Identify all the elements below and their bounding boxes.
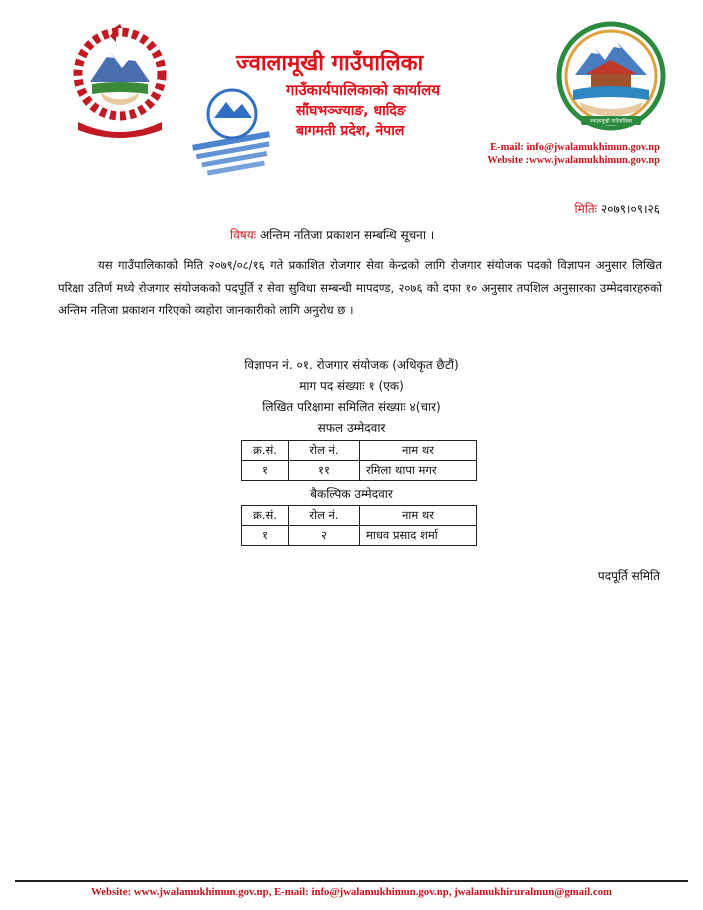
footer-contact: Website: www.jwalamukhimun.gov.np, E-mail: info@jwalamukhimun.gov.np, jwalamukhiruralmun@gmail.com [90, 886, 613, 898]
header-email[interactable]: E-mail: info@jwalamukhimun.gov.np [490, 142, 660, 153]
serial-cell: १ [242, 461, 289, 481]
municipal-seal-stamp [186, 80, 278, 180]
subject-text: अन्तिम नतिजा प्रकाशन सम्बन्धि सूचना । [259, 228, 435, 242]
advertisement-line: विज्ञापन नं. ०१. रोजगार संयोजक (अधिकृत छैटौं) [244, 358, 459, 372]
table-row [242, 461, 477, 481]
committee-signature: पदपूर्ति समिति [597, 569, 660, 583]
nepal-emblem-logo [70, 22, 170, 142]
alternate-candidates-table [241, 505, 477, 546]
date-value: २०७९।०९।२६ [600, 202, 660, 216]
exam-count-line: लिखित परिक्षामा समिलित संख्याः ४(चार) [262, 400, 441, 414]
serial-cell: १ [242, 526, 289, 546]
name-cell: रमिला थापा मगर [360, 461, 477, 481]
roll-cell: २ [289, 526, 360, 546]
emblem-ribbon-text: ज्वालामूखी गाउँपालिका [96, 126, 144, 132]
demand-line: माग पद संख्याः १ (एक) [299, 379, 404, 393]
logo-ribbon-text: ज्वालामूखी गाउँपालिका [589, 118, 633, 125]
notice-body: यस गाउँपालिकाको मिति २०७९/०८/१६ गते प्रकाशित रोजगार सेवा केन्द्रको लागि रोजगार संयोजक पदको विज्ञापन अनुसार लिखित परिक्षा उतिर्ण मध्ये रोजगार संयोजकको पदपूर्ति र सेवा सुविधा सम्बन्धी मापदण्ड, २०७६ को दफा १० अनुसार तपशिल अनुसारका उम्मेदवारहरुको अन्तिम नतिजा प्रकाशन गरिएको व्यहोरा जानकारीको लागि अनुरोध छ । [58, 258, 662, 317]
municipality-title: ज्वालामूखी गाउँपालिका [236, 51, 424, 76]
table-row [242, 526, 477, 546]
column-header: रोल नं. [289, 506, 360, 526]
header-website[interactable]: Website :www.jwalamukhimun.gov.np [487, 155, 660, 166]
roll-cell: ११ [289, 461, 360, 481]
subject-line [230, 226, 434, 243]
successful-heading: सफल उम्मेदवार [317, 421, 386, 435]
date-label: मितिः [574, 202, 598, 216]
subject-label: विषयः [230, 228, 257, 242]
footer-divider [15, 880, 688, 882]
column-header: नाम थर [360, 441, 477, 461]
address-line-1: सौंघभञ्ज्याङ, धादिङ [296, 103, 406, 119]
municipality-logo [555, 20, 667, 132]
table-header-row [242, 506, 477, 526]
column-header: क्र.सं. [242, 506, 289, 526]
column-header: रोल नं. [289, 441, 360, 461]
date-line [574, 200, 660, 217]
name-cell: माधव प्रसाद शर्मा [360, 526, 477, 546]
column-header: नाम थर [360, 506, 477, 526]
table-header-row [242, 441, 477, 461]
alternate-heading: बैकल्पिक उम्मेदवार [310, 487, 393, 501]
address-line-2: बागमती प्रदेश, नेपाल [296, 123, 405, 139]
office-name: गाउँकार्यपालिकाको कार्यालय [286, 81, 441, 99]
successful-candidates-table [241, 440, 477, 481]
column-header: क्र.सं. [242, 441, 289, 461]
